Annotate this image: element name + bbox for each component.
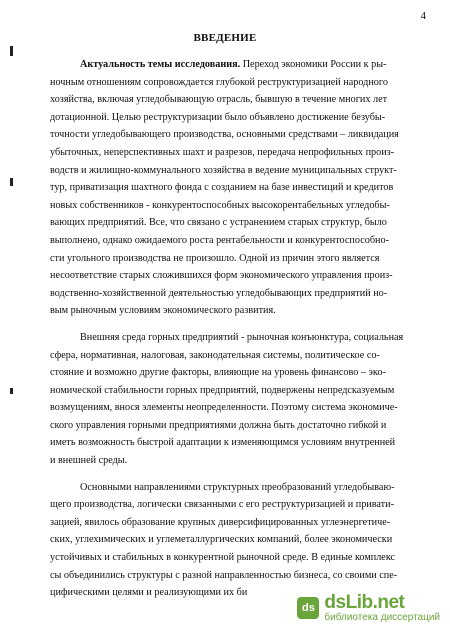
- paragraph-line: возмущениям, внося элементы неопределенности. Поэтому система экономиче-: [50, 402, 398, 414]
- margin-mark: [10, 46, 13, 56]
- paragraph-line: точности угледобывающего производства, основными средствами – ликвидация: [50, 129, 399, 141]
- margin-mark: [10, 388, 13, 394]
- paragraph-line: цифическими целями и реализующими их би: [50, 587, 248, 599]
- paragraph-line: водственно-хозяйственной деятельностью угледобывающих предприятий но-: [50, 287, 388, 299]
- margin-mark: [10, 178, 13, 186]
- paragraph-line: сы объединились структуры с разной направленностью бизнеса, со своими спе-: [50, 569, 398, 581]
- paragraph-line: выполнено, однако ожидаемого роста рентабельности и конкурентоспособно-: [50, 234, 389, 246]
- paragraph-line: Основными направлениями структурных преобразований угледобываю-: [80, 481, 395, 493]
- paragraph-line: хозяйства, включая угледобывающую отрасль, бывшую в течение многих лет: [50, 94, 388, 106]
- page-number: 4: [420, 10, 426, 22]
- paragraph-line: щего производства, логически связанными с его реструктуризацией и привати-: [50, 499, 394, 511]
- dslib-logo: [324, 593, 440, 623]
- paragraph-line: дотационной. Целью реструктуризации было объявлено достижение безубы-: [50, 111, 386, 123]
- paragraph-line: стояние и возможно другие факторы, влияющие на уровень финансово – эко-: [50, 367, 386, 379]
- paragraph-line: убыточных, неперспективных шахт и разрезов, передача непрофильных произ-: [50, 146, 395, 158]
- paragraph-line: ских, углехимических и углеметаллургических компаний, более экономически: [50, 534, 393, 546]
- paragraph-line: ского управления горными предприятиями должна быть достаточно гибкой и: [50, 419, 387, 431]
- watermark-tagline: библиотека диссертаций: [324, 612, 440, 623]
- page-title: ВВЕДЕНИЕ: [193, 32, 257, 44]
- paragraph-line: Актуальность темы исследования. Переход экономики России к ры-: [80, 59, 387, 70]
- paragraph-line: вым рыночным условиям экономического развития.: [50, 305, 276, 317]
- paragraph-line: номической стабильности горных предприятий, подвержены непредсказуемым: [50, 384, 395, 396]
- dslib-watermark[interactable]: [297, 593, 440, 623]
- paragraph-line: водств и жилищно-коммунального хозяйства в ведение муниципальных структ-: [50, 164, 397, 176]
- paragraph-line: иметь возможность быстрой адаптации к изменяющимся условиям внутренней: [50, 437, 396, 449]
- paragraph-line: вающих предприятий. Все, что связано с устранением старых структур, было: [50, 217, 387, 229]
- paragraph-line: ночным отношениям сопровождается глубокой реструктуризацией народного: [50, 76, 388, 88]
- watermark-brand: dsLib.net: [324, 592, 405, 613]
- paragraph-line: зацией, явилось образование крупных диверсифицированных углеэнергетиче-: [50, 516, 391, 528]
- paragraph-line: сфера, нормативная, налоговая, законодательная системы, политическое со-: [50, 349, 380, 361]
- dslib-badge-icon: ds: [297, 597, 319, 619]
- paragraph-line: новых собственников - конкурентоспособных высокорентабельных угледобы-: [50, 199, 390, 211]
- paragraph-line: несоответствие старых сложившихся форм экономического управления произ-: [50, 270, 393, 282]
- paragraph-line: и внешней среды.: [50, 455, 128, 467]
- paragraph-line: Внешняя среда горных предприятий - рыночная конъюнктура, социальная: [80, 331, 404, 343]
- body-text: [50, 56, 428, 602]
- paragraph-line: тур, приватизация шахтного фонда с созданием на базе инвестиций и кредитов: [50, 182, 394, 194]
- paragraph-line: сти угольного производства не произошло. Одной из причин этого является: [50, 252, 380, 264]
- section-lead: Актуальность темы исследования.: [80, 59, 241, 70]
- paragraph-line: устойчивых и стабильных в конкурентной рыночной среде. В единые комплекс: [50, 552, 396, 564]
